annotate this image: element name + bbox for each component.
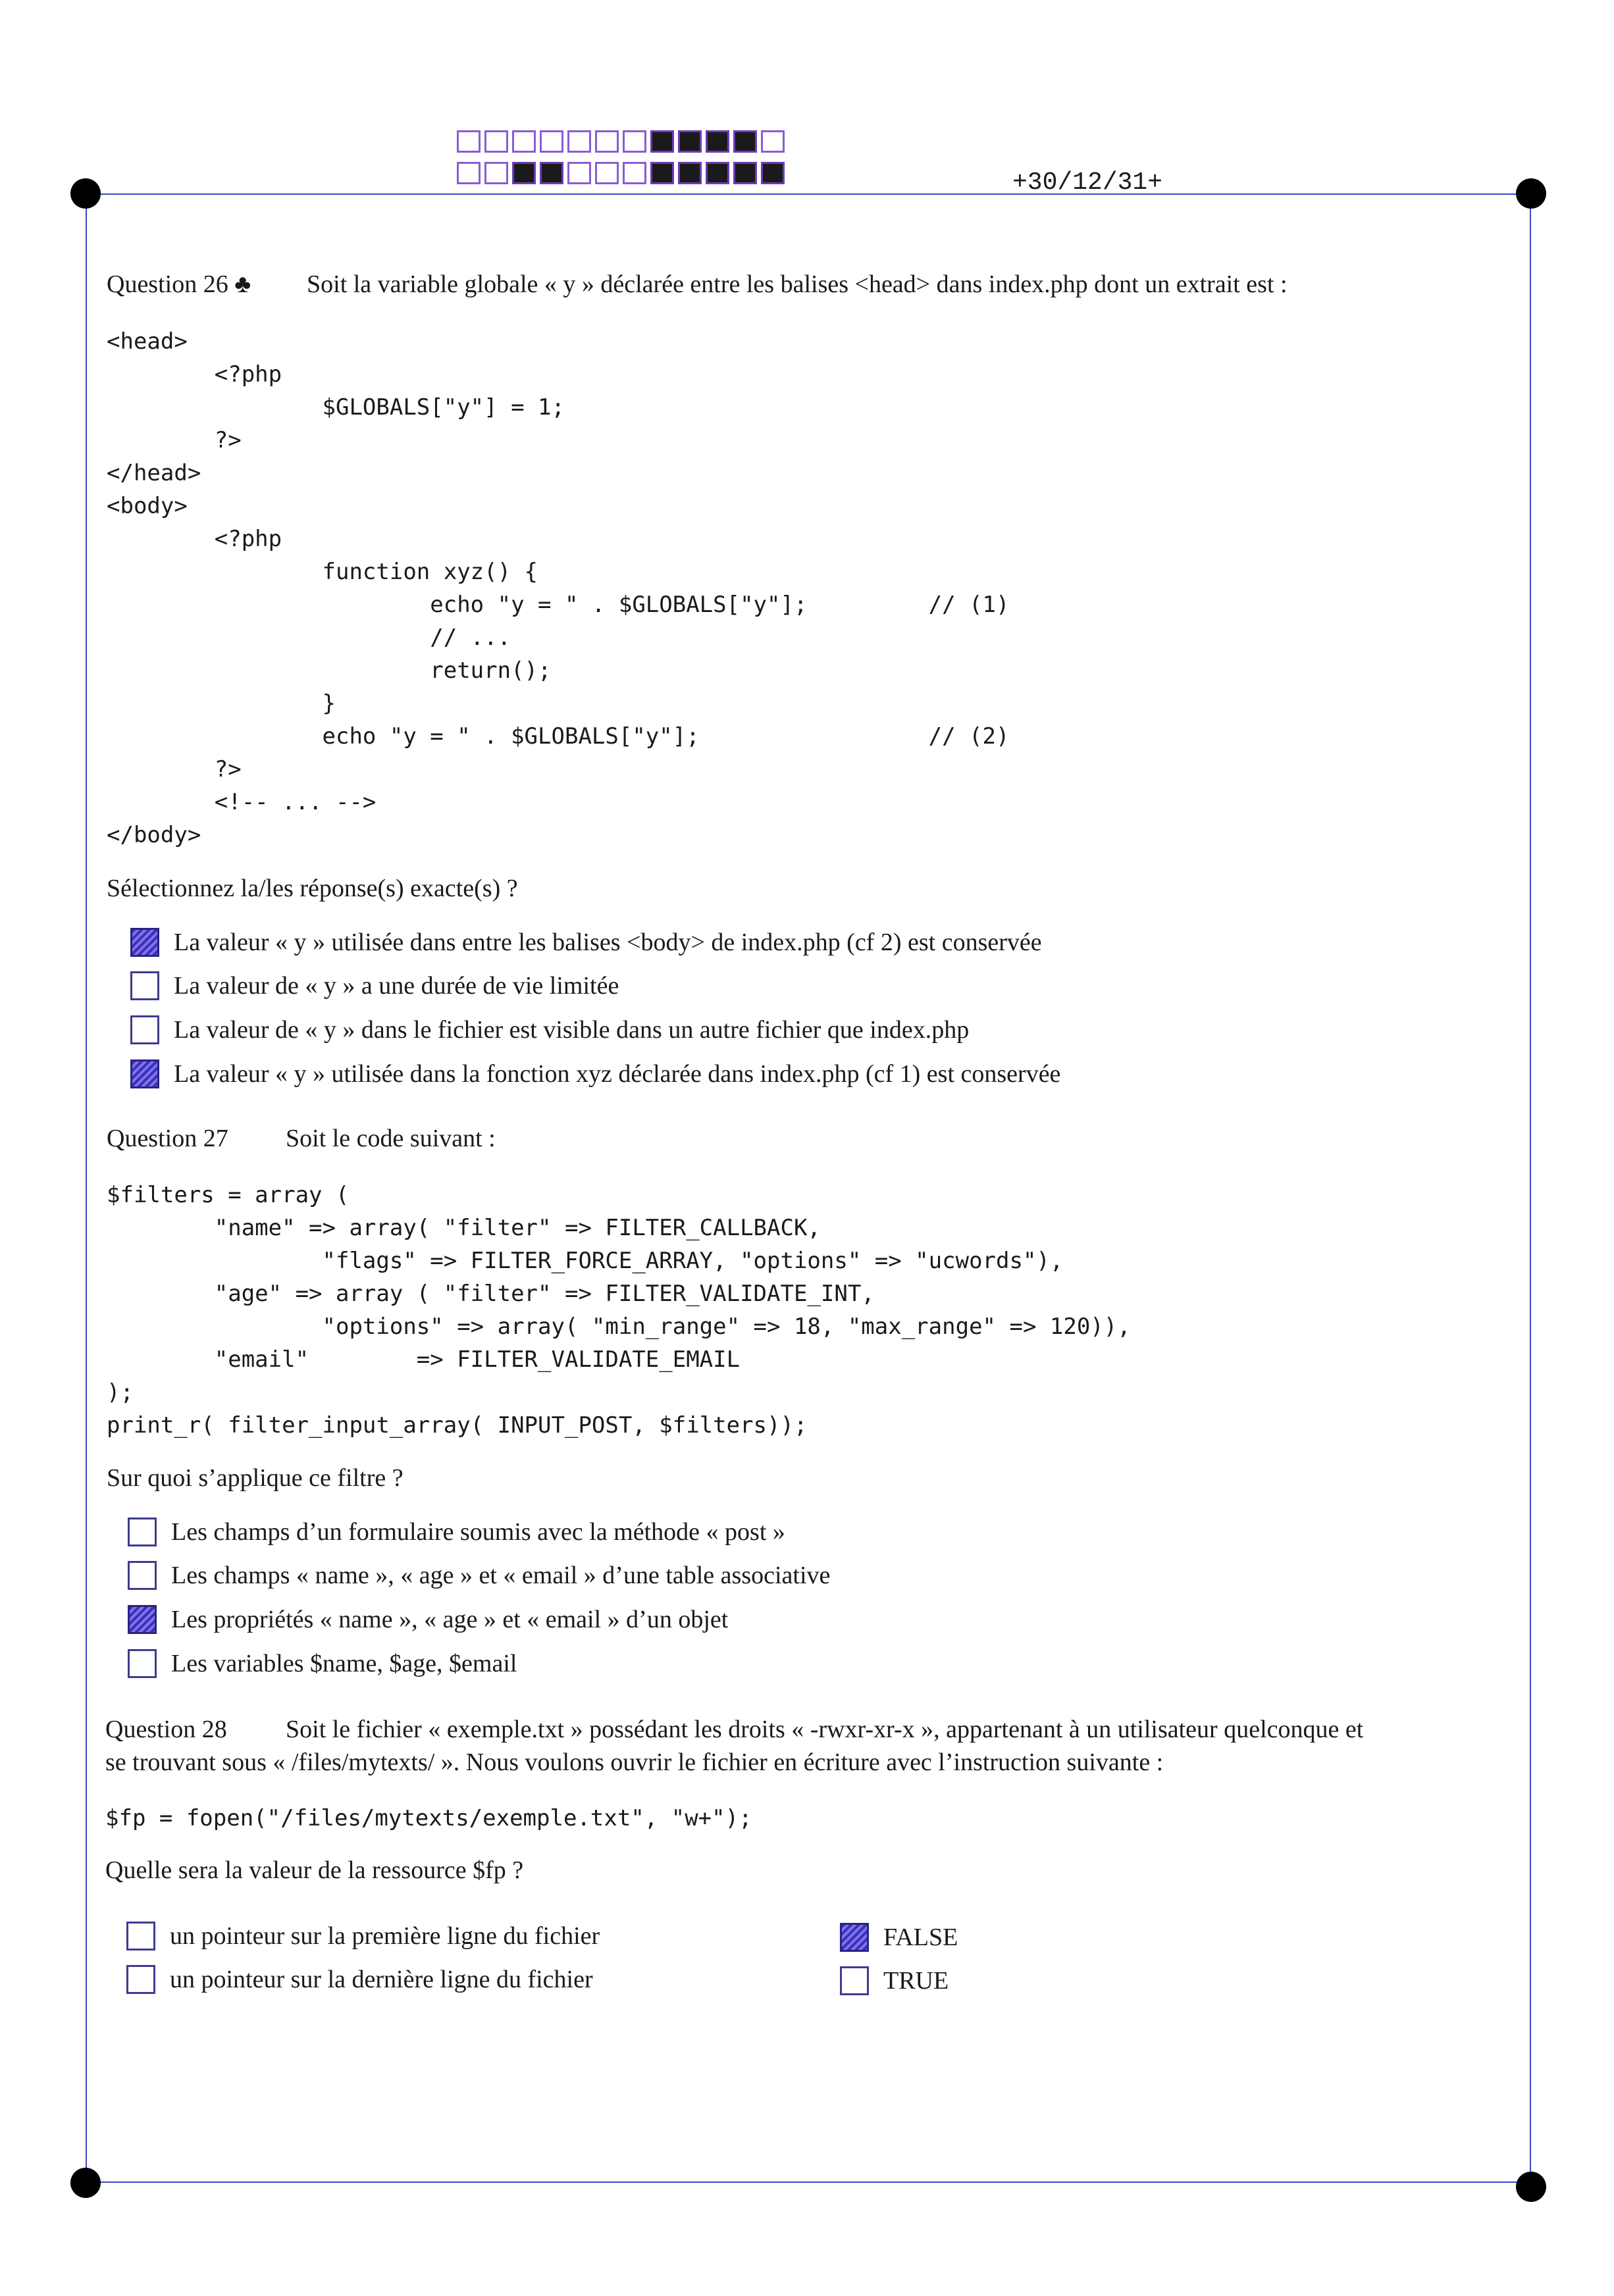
checkbox[interactable]: [130, 1059, 159, 1088]
barcode-cell-filled: [540, 162, 563, 184]
barcode-cell-empty: [623, 130, 646, 153]
barcode-cell-empty: [567, 130, 591, 153]
club-icon: ♣: [234, 270, 251, 298]
q28-option-3[interactable]: [840, 1923, 958, 1952]
option-label: Les champs d’un formulaire soumis avec la méthode « post »: [171, 1518, 785, 1546]
q26-option-4[interactable]: [130, 1059, 1060, 1088]
q26-code-block: <head> <?php $GLOBALS["y"] = 1; ?> </head> <body> <?php function xyz() { echo "y = " . $GLOBALS["y"]; // (1) // ... return(); } echo "y = " . $GLOBALS["y"]; // (2) ?> <!-- ... --> </body>: [107, 328, 1010, 848]
barcode-cell-filled: [706, 162, 729, 184]
q26-label: [107, 270, 251, 300]
corner-marker-bottom-left: [70, 2168, 101, 2198]
q27-instruction: Sur quoi s’applique ce filtre ?: [107, 1464, 404, 1492]
option-label: TRUE: [883, 1967, 949, 1995]
q26-option-1[interactable]: [130, 928, 1042, 957]
barcode-cell-empty: [457, 162, 481, 184]
barcode-cell-empty: [540, 130, 563, 153]
corner-marker-top-right: [1516, 178, 1546, 209]
q27-prompt: Soit le code suivant :: [286, 1125, 496, 1152]
option-label: FALSE: [883, 1924, 958, 1951]
barcode-cell-filled: [706, 130, 729, 153]
q28-label: Question 28: [105, 1716, 227, 1743]
corner-marker-bottom-right: [1516, 2172, 1546, 2202]
option-label: Les variables $name, $age, $email: [171, 1650, 517, 1677]
checkbox[interactable]: [130, 971, 159, 1000]
q28-prompt-line-2: se trouvant sous « /files/mytexts/ ». Nous voulons ouvrir le fichier en écriture avec l’instruction suivante :: [105, 1748, 1164, 1776]
option-label: La valeur « y » utilisée dans entre les balises <body> de index.php (cf 2) est conservée: [174, 929, 1042, 956]
q28-option-4[interactable]: [840, 1966, 949, 1995]
barcode-cell-filled: [678, 130, 702, 153]
barcode-cell-filled: [678, 162, 702, 184]
barcode-cell-empty: [761, 130, 785, 153]
option-label: La valeur de « y » a une durée de vie limitée: [174, 972, 619, 1000]
q28-option-1[interactable]: [126, 1922, 600, 1951]
option-label: Les champs « name », « age » et « email » d’une table associative: [171, 1562, 831, 1589]
barcode-cell-filled: [733, 162, 757, 184]
q27-option-4[interactable]: [128, 1649, 517, 1678]
option-label: La valeur de « y » dans le fichier est visible dans un autre fichier que index.php: [174, 1016, 970, 1044]
corner-marker-top-left: [70, 178, 101, 209]
q28-instruction: Quelle sera la valeur de la ressource $fp ?: [105, 1856, 524, 1884]
q27-code-block: $filters = array ( "name" => array( "filter" => FILTER_CALLBACK, "flags" => FILTER_FORCE_ARRAY, "options" => "ucwords"), "age" => array ( "filter" => FILTER_VALIDATE_INT, "options" => array( "min_range" => 18, "max_range" => 120)), "email" => FILTER_VALIDATE_EMAIL ); print_r( filter_input_array( INPUT_POST, $filters));: [107, 1182, 1131, 1439]
option-label: Les propriétés « name », « age » et « email » d’un objet: [171, 1606, 729, 1633]
checkbox[interactable]: [840, 1923, 869, 1952]
checkbox[interactable]: [128, 1561, 157, 1590]
q27-option-2[interactable]: [128, 1561, 830, 1590]
barcode-cell-empty: [595, 130, 619, 153]
barcode-top-row: [457, 130, 789, 153]
checkbox[interactable]: [126, 1965, 155, 1994]
option-label: un pointeur sur la dernière ligne du fichier: [170, 1966, 593, 1993]
barcode-bottom-row: [457, 162, 789, 184]
barcode-cell-filled: [761, 162, 785, 184]
checkbox[interactable]: [128, 1605, 157, 1634]
checkbox[interactable]: [128, 1518, 157, 1546]
barcode-cell-filled: [650, 162, 674, 184]
q26-instruction: Sélectionnez la/les réponse(s) exacte(s) ?: [107, 875, 518, 902]
option-label: La valeur « y » utilisée dans la fonction xyz déclarée dans index.php (cf 1) est conservée: [174, 1060, 1061, 1088]
barcode-cell-empty: [457, 130, 481, 153]
q28-code-line: $fp = fopen("/files/mytexts/exemple.txt", "w+");: [105, 1805, 752, 1831]
sheet-identifier: +30/12/31+: [1012, 168, 1163, 197]
checkbox[interactable]: [840, 1966, 869, 1995]
barcode-cell-empty: [595, 162, 619, 184]
checkbox[interactable]: [130, 1015, 159, 1044]
barcode-cell-empty: [623, 162, 646, 184]
checkbox[interactable]: [126, 1922, 155, 1951]
option-label: un pointeur sur la première ligne du fichier: [170, 1922, 600, 1950]
barcode-cell-filled: [512, 162, 536, 184]
q26-option-2[interactable]: [130, 971, 619, 1000]
q26-option-3[interactable]: [130, 1015, 969, 1044]
barcode-cell-filled: [733, 130, 757, 153]
q28-prompt-line-1: Soit le fichier « exemple.txt » possédant les droits « -rwxr-xr-x », appartenant à un utilisateur quelconque et: [286, 1716, 1364, 1743]
q26-number: Question 26: [107, 270, 228, 298]
q28-option-2[interactable]: [126, 1965, 593, 1994]
barcode-cell-empty: [512, 130, 536, 153]
barcode-cell-filled: [650, 130, 674, 153]
q27-label: Question 27: [107, 1125, 228, 1152]
barcode-cell-empty: [567, 162, 591, 184]
q27-option-3[interactable]: [128, 1605, 728, 1634]
checkbox[interactable]: [128, 1649, 157, 1678]
q27-option-1[interactable]: [128, 1518, 785, 1546]
barcode-cell-empty: [484, 162, 508, 184]
barcode-cell-empty: [484, 130, 508, 153]
checkbox[interactable]: [130, 928, 159, 957]
q26-prompt: Soit la variable globale « y » déclarée entre les balises <head> dans index.php dont un extrait est :: [307, 270, 1288, 298]
